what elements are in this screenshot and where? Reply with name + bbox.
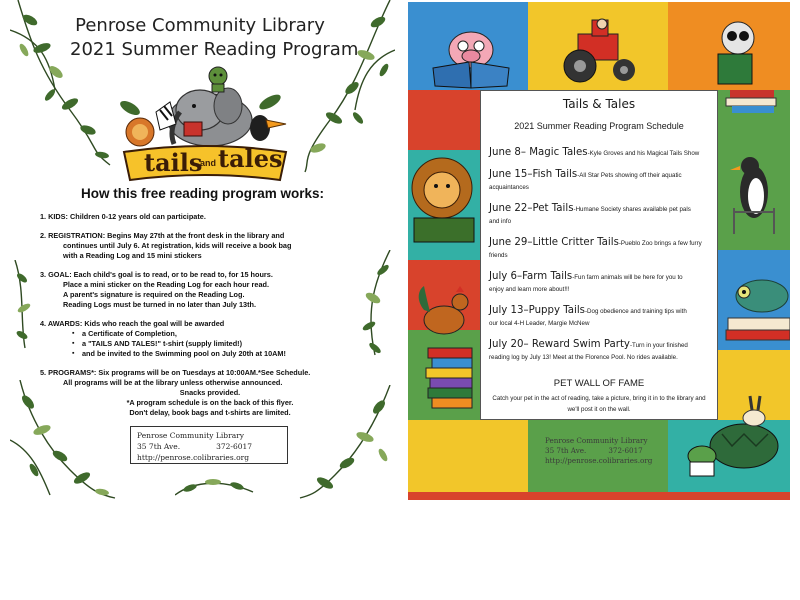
schedule-subtitle: 2021 Summer Reading Program Schedule [514, 121, 684, 131]
event-description: acquaintances [489, 184, 529, 191]
contact-url: http://penrose.colibraries.org [137, 453, 250, 462]
event-description: -Dog obedience and training tips with [584, 308, 687, 315]
schedule-title: Tails & Tales [562, 97, 636, 111]
rule-line: continues until July 6. At registration, kids will receive a book bag [63, 241, 292, 250]
library-contact-right [545, 436, 665, 466]
schedule-event [489, 303, 709, 330]
rule-line: 4. AWARDS: Kids who reach the goal will be awarded [40, 319, 225, 328]
schedule-event [489, 337, 709, 364]
chameleon-illustration [722, 272, 790, 346]
vine-middle-left-decoration [10, 260, 40, 350]
event-description: -All Star Pets showing off their aquatic [577, 172, 682, 179]
schedule-event [489, 167, 709, 194]
event-name: June 15–Fish Tails [489, 169, 578, 180]
schedule-event [489, 201, 709, 228]
contact-address: 35 7th Ave. [137, 442, 181, 451]
book-stack-illustration [422, 344, 482, 420]
how-it-works-heading: How this free reading program works: [80, 186, 325, 201]
contact-address: 35 7th Ave. [545, 446, 587, 455]
award-item: ▪ a Certificate of Completion, [40, 329, 380, 339]
award-item: ▪ and be invited to the Swimming pool on July 20th at 10AM! [40, 349, 380, 359]
lion-reading-illustration [408, 152, 480, 248]
pet-wall-of-fame-title: PET WALL OF FAME [553, 378, 645, 389]
tile-background [408, 90, 480, 150]
event-description: reading log by July 13! Meet at the Florence Pool. No rides available. [489, 354, 678, 361]
contact-address-row [137, 441, 281, 452]
rule-line: Snacks provided. [179, 388, 241, 397]
logo-word-tales: tales [218, 144, 283, 173]
event-name: July 20– Reward Swim Party [489, 339, 630, 350]
library-contact-box [130, 426, 288, 464]
rule-kids-text: 1. KIDS: Children 0-12 years old can participate. [40, 212, 206, 221]
contact-name: Penrose Community Library [137, 431, 244, 440]
penguin-walker-illustration [720, 148, 786, 238]
rule-programs [40, 368, 380, 418]
rule-line: *A program schedule is on the back of this flyer. [126, 398, 294, 407]
rule-kids [40, 212, 380, 222]
schedule-event [489, 269, 709, 296]
pet-wall-of-fame-text: Catch your pet in the act of reading, take a picture, bring it in to the library and we'll post it on the wall. [492, 395, 706, 413]
rule-line: Reading Logs must be turned in no later than July 13th. [63, 300, 256, 309]
tails-and-tales-logo [110, 62, 300, 192]
rule-line: 3. GOAL: Each child's goal is to read, or to be read to, for 15 hours. [40, 270, 273, 279]
rule-line: with a Reading Log and 15 mini stickers [63, 251, 202, 260]
event-description: -Pueblo Zoo brings a few furry [618, 240, 702, 247]
event-description: -Kyle Groves and his Magical Tails Show [587, 150, 700, 157]
schedule-panel [480, 90, 718, 420]
logo-word-and: and [200, 158, 217, 168]
contact-url: http://penrose.colibraries.org [545, 456, 653, 465]
event-name: July 6–Farm Tails [489, 271, 573, 282]
rule-line: A parent's signature is required on the Reading Log. [63, 290, 245, 299]
tile-background [408, 492, 790, 500]
event-name: June 8– Magic Tales [489, 147, 588, 158]
event-description: -Humane Society shares available pet pals [573, 206, 691, 213]
contact-name: Penrose Community Library [545, 436, 648, 445]
tile-background [408, 420, 528, 500]
event-description: -Turn in your finished [629, 342, 688, 349]
event-name: June 29–Little Critter Tails [489, 237, 619, 248]
rule-line: 5. PROGRAMS*: Six programs will be on Tuesdays at 10:00AM.*See Schedule. [40, 368, 311, 377]
rooster-illustration [412, 280, 480, 350]
vine-bottom-center-decoration [175, 470, 255, 500]
schedule-event [489, 145, 709, 160]
contact-phone: 372-6017 [608, 446, 643, 455]
rule-awards [40, 319, 380, 359]
pig-reading-illustration [423, 28, 518, 90]
tractor-illustration [558, 14, 648, 86]
event-description: enjoy and learn more about!!! [489, 286, 570, 293]
rule-line: 2. REGISTRATION: Begins May 27th at the front desk in the library and [40, 231, 285, 240]
rule-line: All programs will be at the library unless otherwise announced. [63, 378, 283, 387]
program-rules [40, 212, 380, 427]
contact-phone: 372-6017 [216, 442, 253, 451]
left-title: Penrose Community Library [75, 15, 325, 36]
event-description: and info [489, 218, 512, 225]
event-description: -Fun farm animals will be here for you to [572, 274, 683, 281]
rule-registration [40, 231, 380, 261]
left-subtitle: 2021 Summer Reading Program [70, 39, 359, 60]
event-description: friends [489, 252, 508, 259]
schedule-event [489, 235, 709, 262]
rule-line: Place a mini sticker on the Reading Log for each hour read. [63, 280, 269, 289]
event-description: our local 4-H Leader, Margie McNew [489, 320, 590, 327]
rule-goal [40, 270, 380, 310]
contact-address-row [545, 446, 665, 456]
logo-word-tails: tails [144, 148, 203, 177]
event-name: June 22–Pet Tails [489, 203, 574, 214]
event-name: July 13–Puppy Tails [489, 305, 585, 316]
rule-line: Don't delay, book bags and t-shirts are limited. [129, 408, 291, 417]
award-item: ▪ a "TAILS AND TALES!" t-shirt (supply limited!) [40, 339, 380, 349]
left-title-block [70, 14, 359, 62]
left-flyer [10, 0, 395, 500]
